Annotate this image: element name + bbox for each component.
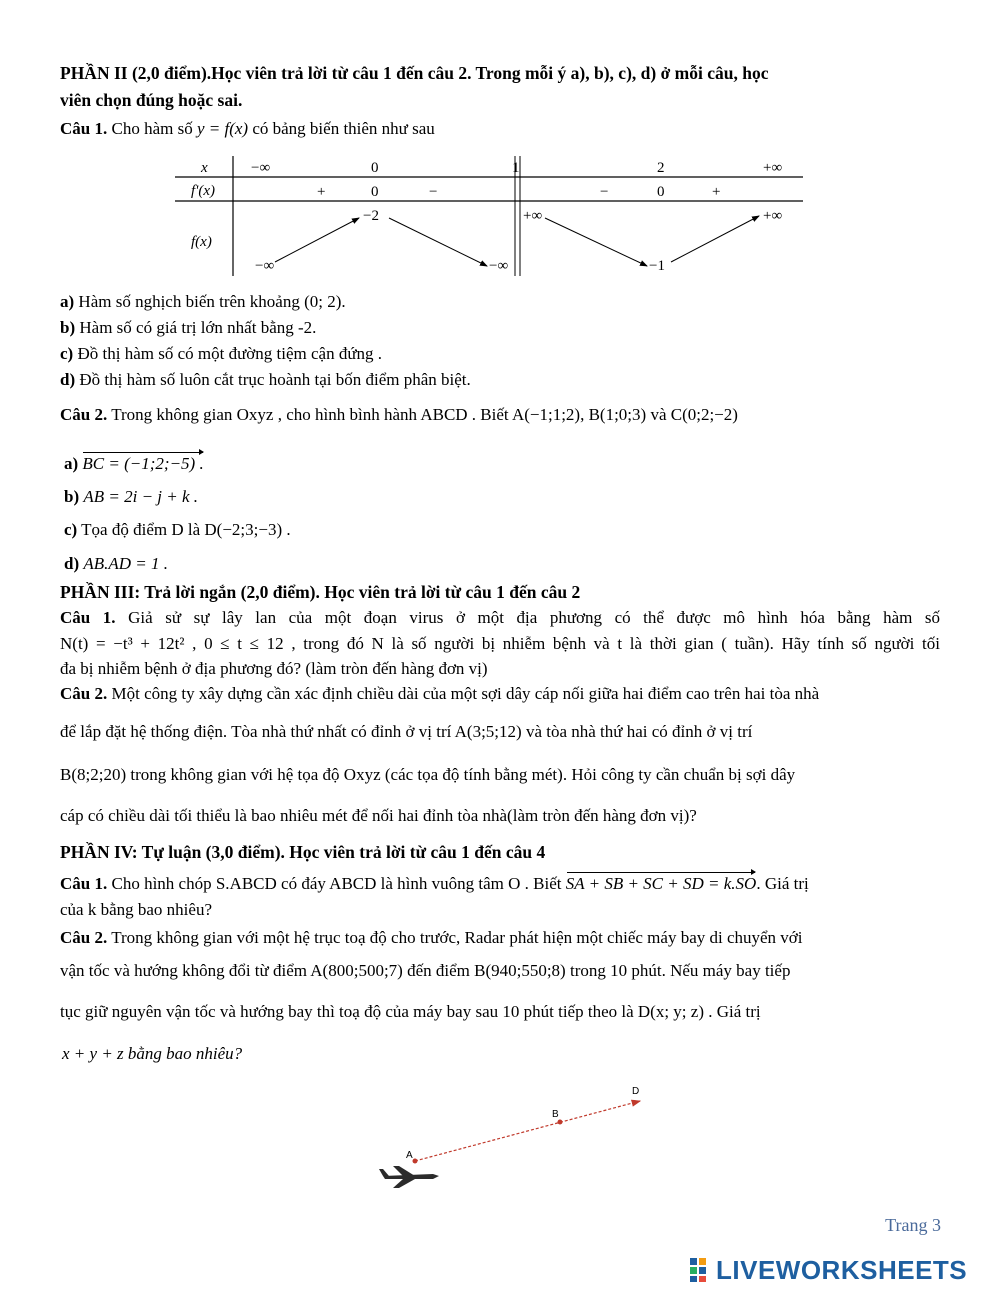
- arrow-down-2: [545, 218, 647, 266]
- part2-q1-intro: [60, 118, 435, 140]
- part3-q2-line2: để lắp đặt hệ thống điện. Tòa nhà thứ nhất có đỉnh ở vị trí A(3;5;12) và tòa nhà thứ hai có đỉnh ở vị trí: [60, 722, 753, 741]
- part2-q2-intro: Câu 2. Trong không gian Oxyz , cho hình bình hành ABCD . Biết A(−1;1;2), B(1;0;3) và C(0;2;−2): [60, 405, 738, 424]
- part3-q1-line2: N(t) = −t³ + 12t² , 0 ≤ t ≤ 12 , trong đó N là số người bị nhiễm bệnh và t là thời gian ( tuần). Hãy tính số người tối: [60, 634, 940, 653]
- flight-path: [415, 1101, 640, 1161]
- page-number: Trang 3: [885, 1215, 941, 1235]
- q2-option-c: c) Tọa độ điểm D là D(−2;3;−3) .: [64, 520, 291, 539]
- f-val-4: −1: [649, 258, 665, 274]
- airplane-figure: [375, 1080, 675, 1190]
- arrow-down-1: [389, 218, 487, 266]
- f-val-2: −∞: [489, 258, 509, 274]
- row-f-label: f(x): [191, 234, 212, 250]
- airplane-icon: [379, 1166, 439, 1188]
- f-val-3: +∞: [523, 208, 543, 224]
- row-fprime-label: f'(x): [191, 183, 216, 199]
- row-x-label: x: [201, 160, 208, 176]
- x-val-3: 2: [657, 160, 665, 176]
- part4-q2-line3: tục giữ nguyên vận tốc và hướng bay thì toạ độ của máy bay sau 10 phút tiếp theo là D(x; y; z) . Giá trị: [60, 1002, 761, 1021]
- label-d: D: [632, 1086, 640, 1097]
- q2-option-d: d) AB.AD = 1 .: [64, 554, 169, 573]
- arrow-up-1: [275, 218, 359, 262]
- q1-option-b: b) Hàm số có giá trị lớn nhất bằng -2.: [60, 318, 317, 337]
- q2a-vector: BC = (−1;2;−5) .: [82, 454, 204, 473]
- f-val-1: −2: [363, 208, 379, 224]
- x-val-1: 0: [371, 160, 379, 176]
- x-val-0: −∞: [251, 160, 271, 176]
- point-b: [558, 1120, 563, 1125]
- fprime-sign-3: −: [600, 184, 609, 200]
- q2-option-a: a) BC = (−1;2;−5) .: [64, 454, 204, 473]
- part4-q2-line2: vận tốc và hướng không đổi từ điểm A(800;500;7) đến điểm B(940;550;8) trong 10 phút. Nếu máy bay tiếp: [60, 961, 791, 980]
- q1-option-d: d) Đồ thị hàm số luôn cắt trục hoành tại bốn điểm phân biệt.: [60, 370, 471, 389]
- f-val-0: −∞: [255, 258, 275, 274]
- part3-q1-line1: Câu 1. Giả sử sự lây lan của một đoạn virus ở một địa phương có thể được mô hình hóa bằng hàm số: [60, 608, 941, 627]
- part3-heading: PHẦN III: Trả lời ngắn (2,0 điểm). Học viên trả lời từ câu 1 đến câu 2: [60, 582, 581, 602]
- q1-option-c: c) Đồ thị hàm số có một đường tiệm cận đứng .: [60, 344, 383, 363]
- part3-q2-line3: B(8;2;20) trong không gian với hệ tọa độ Oxyz (các tọa độ tính bằng mét). Hỏi công ty cần chuẩn bị sợi dây: [60, 765, 796, 784]
- q2-option-b: b) AB = 2i − j + k .: [64, 487, 199, 506]
- point-a: [413, 1159, 418, 1164]
- q2d-vector: AB.AD = 1 .: [83, 554, 169, 573]
- q1-func: y = f(x): [196, 119, 249, 138]
- part4-q1-line2: của k bằng bao nhiêu?: [60, 900, 212, 919]
- q1-text-after: có bảng biến thiên như sau: [252, 119, 435, 138]
- q1-option-a: a) Hàm số nghịch biến trên khoảng (0; 2).: [60, 292, 346, 311]
- part3-q2-line4: cáp có chiều dài tối thiểu là bao nhiêu mét để nối hai đỉnh tòa nhà(làm tròn đến hàng đơn vị)?: [60, 806, 697, 825]
- fprime-sign-1: 0: [371, 184, 379, 200]
- arrow-up-2: [671, 216, 759, 262]
- variation-table: [175, 152, 805, 280]
- part3-q2-line1: Câu 2. Một công ty xây dựng cần xác định chiều dài của một sợi dây cáp nối giữa hai điểm cao trên hai tòa nhà: [60, 684, 820, 703]
- fprime-sign-4: 0: [657, 184, 665, 200]
- q1-label: Câu 1.: [60, 119, 108, 138]
- f-val-5: +∞: [763, 208, 783, 224]
- x-val-4: +∞: [763, 160, 783, 176]
- x-val-2: 1: [512, 160, 520, 176]
- label-b: B: [552, 1109, 559, 1120]
- q1-vector-equation: SA + SB + SC + SD = k.SO: [565, 874, 757, 893]
- fprime-sign-0: +: [317, 184, 326, 200]
- part4-heading: PHẦN IV: Tự luận (3,0 điểm). Học viên trả lời từ câu 1 đến câu 4: [60, 842, 546, 862]
- brand-text: LIVEWORKSHEETS: [716, 1255, 968, 1285]
- part2-heading-line2: viên chọn đúng hoặc sai.: [60, 90, 243, 110]
- part4-q2-line4: x + y + z bằng bao nhiêu?: [62, 1044, 243, 1063]
- liveworksheets-logo: [690, 1255, 967, 1286]
- part3-q1-line3: đa bị nhiễm bệnh ở địa phương đó? (làm tròn đến hàng đơn vị): [60, 659, 488, 678]
- q2b-vector: AB = 2i − j + k .: [83, 487, 199, 506]
- part2-heading-line1: PHẦN II (2,0 điểm).Học viên trả lời từ câu 1 đến câu 2. Trong mỗi ý a), b), c), d) ở mỗi câu, học: [60, 63, 769, 83]
- label-a: A: [406, 1150, 413, 1161]
- part4-q1-line1: Câu 1. Cho hình chóp S.ABCD có đáy ABCD là hình vuông tâm O . Biết SA + SB + SC + SD = k.SO. Giá trị: [60, 874, 809, 893]
- fprime-sign-2: −: [429, 184, 438, 200]
- fprime-sign-5: +: [712, 184, 721, 200]
- q1-text-before: Cho hàm số: [111, 119, 193, 138]
- liveworksheets-logo-icon: [690, 1258, 716, 1282]
- part4-q2-line1: Câu 2. Trong không gian với một hệ trục toạ độ cho trước, Radar phát hiện một chiếc máy bay di chuyển với: [60, 928, 803, 947]
